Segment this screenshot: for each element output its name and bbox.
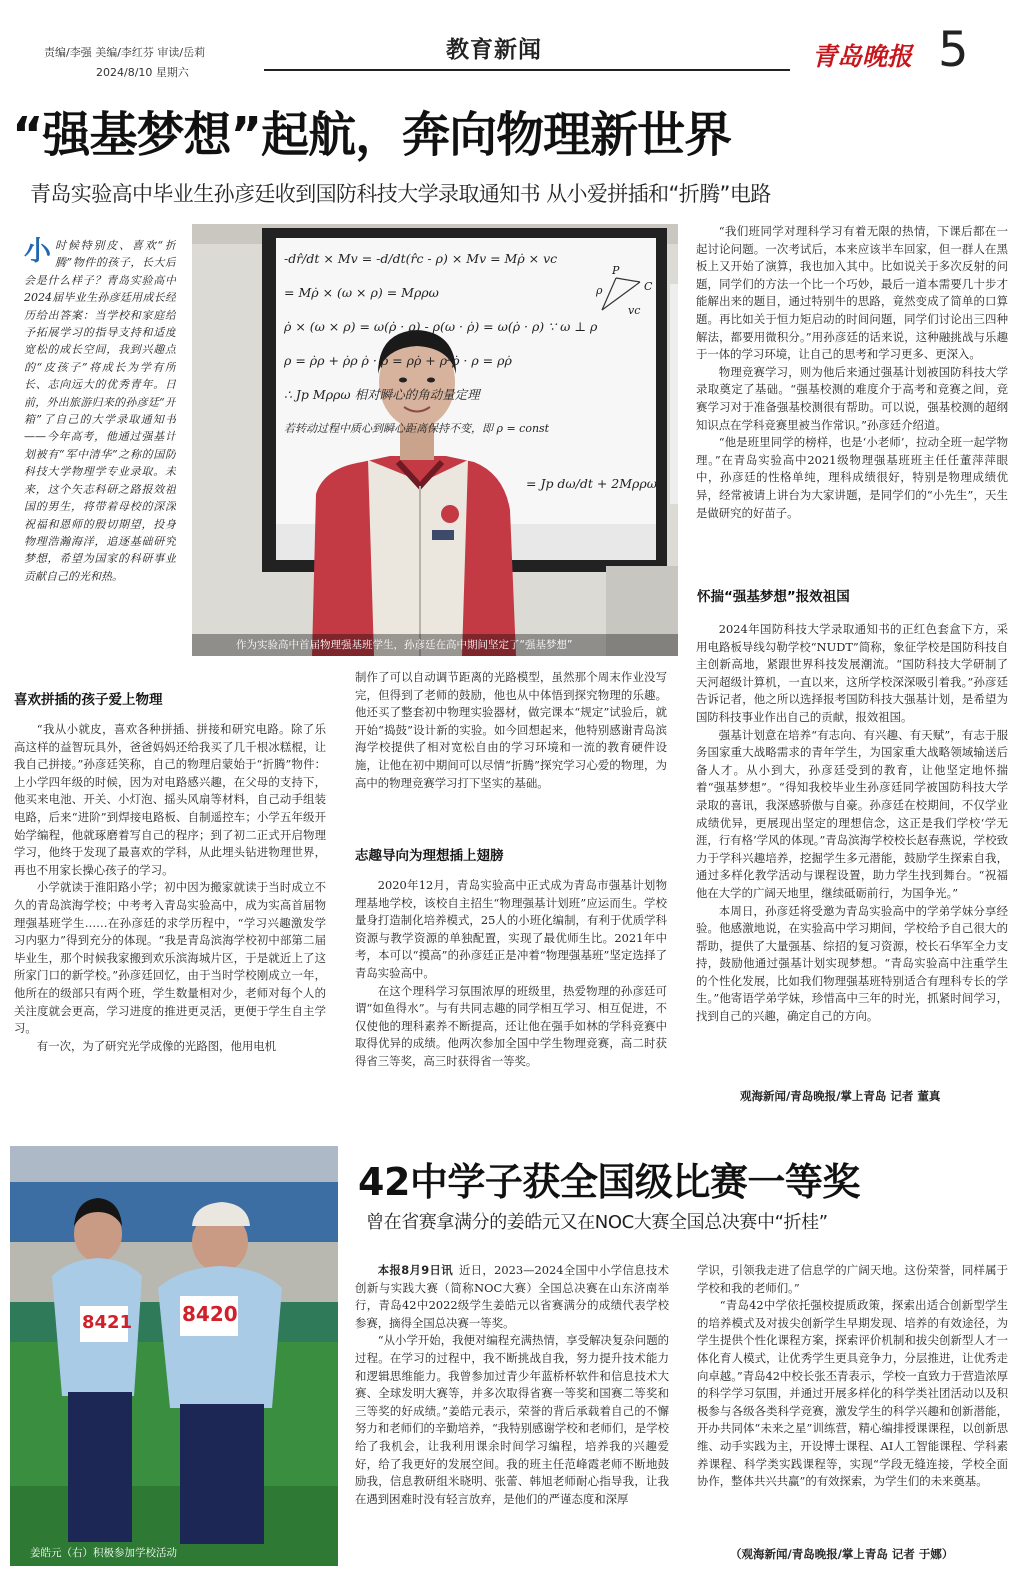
story1-lead — [24, 237, 176, 657]
paragraph: “我从小就皮，喜欢各种拼插、拼接和研究电路。除了乐高这样的益智玩具外，爸爸妈妈还给我买了几千根冰糕棍，让我自己拼接。”孙彦廷笑称，自己的物理启蒙始于“折腾”物件：上小学四年级的时候，因为对电路感兴趣，在父母的支持下，他买来电池、开关、小灯泡、摇头风扇等材料，自己动手组装电路，后来“进阶”到焊接电路板、自制遥控车；小学五年级开始学编程，他就琢磨着写自己的程序；到了初二正式开启物理学习，他终于发现了最喜欢的学科，从此埋头钻进物理世界，再也不用家长操心孩子的学习。 — [14, 722, 326, 877]
masthead-credits: 责编/李强 美编/李红芬 审读/岳莉 — [44, 46, 206, 59]
story2-column-right — [697, 1262, 1008, 1540]
story1-right-column-bottom — [696, 621, 1008, 1083]
equation-line: -dr̂/dt × Mv = -d/dt(r̂c - ρ) × Mv = Mρ̇ × vc — [284, 251, 558, 266]
story1-byline: 观海新闻/青岛晚报/掌上青岛 记者 董真 — [740, 1089, 941, 1103]
story2-column-left — [355, 1262, 669, 1566]
story2-dateline: 本报8月9日讯 — [377, 1263, 453, 1277]
paragraph: 强基计划意在培养“有志向、有兴趣、有天赋”，有志于服务国家重大战略需求的青年学生，为国家重大战略领域输送后备人才。从小到大，孙彦廷受到的教育，让他坚定地怀揣着“强基梦想”。“得知我校毕业生孙彦廷同学被国防科技大学录取的喜讯，我深感骄傲与自豪。孙彦廷在校期间，不仅学业成绩优异，更展现出坚定的理想信念，这正是我们学校‘学无涯，行有格’学风的体现。”青岛滨海学校校长赵春燕说，学校致力于学科兴趣培养，挖掘学生多元潜能，鼓励学生探索自我，通过多样化教学活动与课程设置，助力学生找到舞台。“祝福他在大学的广阔天地里，继续砥砺前行，为国争光。” — [696, 727, 1008, 900]
equation-line: = Mρ̇ × (ω × ρ) = Mρρω — [284, 285, 439, 300]
paragraph: 2024年国防科技大学录取通知书的正红色套盒下方，采用电路板导线勾勒学校“NUDT”简称，象征学校是国防科技自主创新高地，紧跟世界科技发展潮流。“国防科技大学研制了天河超级计算机，一直以来，这所学校深深吸引着我。”孙彦廷告诉记者，他之所以选择报考国防科技大强基计划，是希望为国防科技事业作出自己的贡献，报效祖国。 — [696, 622, 1008, 724]
story1-headline: “强基梦想”起航，奔向物理新世界 — [12, 107, 732, 163]
equation-line: ∴ Jp Mρρω 相对瞬心的角动量定理 — [284, 387, 480, 402]
diagram-label-vc: vc — [628, 304, 641, 317]
photo2-caption: 姜皓元（右）积极参加学校活动 — [30, 1547, 177, 1559]
paper-name-logo: 青岛晚报 — [812, 42, 913, 71]
lead-dropcap: 小 — [24, 237, 51, 267]
paragraph: 本周日，孙彦廷将受邀为青岛实验高中的学弟学妹分享经验。他感激地说，在实验高中学习期间，学校给予自己很大的帮助，提供了大量强基、综招的复习资源，校长石华军全力支持，鼓励他通过强基计划实现梦想。“青岛实验高中注重学生的个性化发展，比如我们物理强基班特别适合有理科专长的学生。”他寄语学弟学妹，珍惜高中三年的时光，抓紧时间学习，找到自己的兴趣，确定自己的方向。 — [696, 903, 1008, 1024]
paragraph: 有一次，为了研究光学成像的光路图，他用电机 — [36, 1038, 277, 1053]
story1-subheadline: 青岛实验高中毕业生孙彦廷收到国防科技大学录取通知书 从小爱拼插和“折腾”电路 — [30, 182, 771, 206]
paragraph: “他是班里同学的榜样，也是‘小老师’，拉动全班一起学物理。”在青岛实验高中2021级物理强基班班主任任董萍萍眼中，孙彦廷的性格单纯，理科成绩很好，特别是物理成绩优异，经常被请上讲台为大家讲题，是同学们的“小先生”，天生是做研究的好苗子。 — [696, 435, 1008, 520]
masthead-rule — [264, 69, 790, 71]
photo1-caption: 作为实验高中首届物理强基班学生，孙彦廷在高中期间坚定了“强基梦想” — [192, 634, 678, 656]
paragraph: “青岛42中学依托强校提质政策，探索出适合创新型学生的培养模式及对拔尖创新学生早期发现、培养的有效途径，为学生提供个性化课程方案，探索评价机制和拔尖创新型人才一体化育人模式，让优秀学生更具竞争力，分层推进，让优秀走向卓越。”青岛42中校长张丕青表示，学校一直致力于营造浓厚的科学学习氛围，并通过开展多样化的科学类社团活动以及积极参与各级各类科学竞赛，激发学生的科学兴趣和创新潜能，开办共同体“未来之星”训练营，精心编排授课课程，以创新思维、动手实践为主，开设博士课程、AI人工智能课程、学科素养课程、科学类实践课程等，实现“学段无缝连接，学校全面协作，整体共兴共赢”的有效探索，为学生们的未来奠基。 — [697, 1298, 1008, 1489]
blackboard-equations — [284, 242, 614, 446]
section2-title: 志趣导向为理想插上翅膀 — [355, 848, 504, 864]
story1-photo — [192, 224, 678, 656]
section3-title: 怀揣“强基梦想”报效祖国 — [697, 589, 850, 605]
equation-line: = Jp dω/dt + 2Mρρω — [526, 476, 657, 491]
paragraph — [355, 1262, 669, 1332]
paragraph: “从小学开始，我便对编程充满热情，享受解决复杂问题的过程。在学习的过程中，我不断挑战自我，努力提升技术能力和逻辑思维能力。我曾参加过青少年蓝桥杯软件和信息技术大赛、全球发明大赛等，并多次取得省赛一等奖和国赛二等奖和三等奖的好成绩。”姜皓元表示，荣誉的背后承载着自己的不懈努力和老师们的辛勤培养，“我特别感谢学校和老师们，是学校给了我机会，让我利用课余时间学习编程，培养我的兴趣爱好，给了我更好的发展空间。我的班主任范峰霞老师不断地鼓励我，信息教研组米晓明、张蕾、韩旭老师耐心指导我，让我在遇到困难时没有轻言放弃，是他们的严谨态度和深厚 — [355, 1333, 669, 1506]
story2-byline: （观海新闻/青岛晚报/掌上青岛 记者 于娜） — [730, 1547, 954, 1561]
paragraph: 在这个理科学习氛围浓厚的班级里，热爱物理的孙彦廷可谓“如鱼得水”。与有共同志趣的同学相互学习、相互促进，不仅使他的理科素养不断提高，还让他在强手如林的学科竞赛中取得优异的成绩。他两次参加全国中学生物理竞赛，高二时获得省三等奖，高三时获得省一等奖。 — [355, 983, 667, 1068]
story2-subheadline: 曾在省赛拿满分的姜皓元又在NOC大赛全国总决赛中“折桂” — [366, 1212, 828, 1233]
story1-left-column — [14, 721, 326, 1105]
paragraph: 2020年12月，青岛实验高中正式成为青岛市强基计划物理基地学校，该校自主招生“物理强基计划班”应运而生。学校量身打造制化培养模式，25人的小班化编制，有利于优质学科资源与教学资源的单独配置，实现了最优师生比。2021年中考，本可以“摸高”的孙彦廷正是冲着“物理强基班”坚定选择了青岛实验高中。 — [355, 878, 667, 980]
lead-text: 时候特别皮、喜欢“折腾”物件的孩子，长大后会是什么样子？青岛实验高中2024届毕业生孙彦廷用成长经历给出答案：当学校和家庭给予拓展学习的指导支持和适度宽松的成长空间，我到兴趣点的“皮孩子”将成长为学有所长、志向远大的优秀青年。日前，外出旅游归来的孙彦廷“开箱”了自己的大学录取通知书——今年高考，他通过强基计划被有“军中清华”之称的国防科技大学物理学专业录取。未来，这个矢志科研之路报效祖国的男生，将带着母校的深深祝福和恩师的殷切期望，投身物理浩瀚海洋，追逐基础研究梦想，希望为国家的科研事业贡献自己的光和热。 — [24, 239, 176, 583]
paragraph: 物理竞赛学习，则为他后来通过强基计划被国防科技大学录取奠定了基础。“强基校测的难度介于高考和竞赛之间，竞赛学习对于准备强基校测很有帮助。可以说，强基校测的超纲知识点在学科竞赛里被当作常识。”孙彦廷介绍道。 — [696, 364, 1008, 432]
masthead-date: 2024/8/10 星期六 — [96, 66, 189, 79]
equation-line: ρ = ρ̇ρ + ρ̇ρ ρ̇ · ρ = ρρ̇ + ρ²ρ̇ · ρ = ρρ̇ — [284, 353, 512, 368]
diagram-label-rho: ρ — [596, 284, 603, 297]
diagram-label-c: C — [644, 280, 653, 293]
masthead-section: 教育新闻 — [446, 37, 542, 63]
story2-headline: 42中学子获全国级比赛一等奖 — [358, 1160, 860, 1204]
paragraph: 学识，引领我走进了信息学的广阔天地。这份荣誉，同样属于学校和我的老师们。” — [697, 1263, 1008, 1295]
diagram-label-p: P — [612, 264, 620, 277]
section1-title: 喜欢拼插的孩子爱上物理 — [14, 692, 163, 708]
story1-middle-column-bottom — [355, 877, 667, 1105]
paragraph-text: 近日，2023—2024全国中小学信息技术创新与实践大赛（简称NOC大赛）全国总决赛在山东济南举行，青岛42中2022级学生姜皓元以省赛满分的成绩代表学校参赛，摘得全国总决赛一等奖。 — [355, 1263, 669, 1330]
page-number: 5 — [938, 22, 969, 78]
equation-line: 若转动过程中质心到瞬心距离保持不变，即 ρ = const — [284, 422, 550, 435]
photo2-scene — [10, 1146, 338, 1566]
paragraph: 制作了可以自动调节距离的光路模型，虽然那个周末作业没写完，但得到了老师的鼓励，他也从中体悟到探究物理的乐趣。他还买了整套初中物理实验器材，做完课本“规定”试验后，就开始“捣鼓”设计新的实验。如今回想起来，他特别感谢青岛滨海学校提供了相对宽松自由的学习环境和一流的教育硬件设施，让他在初中期间可以尽情“折腾”探究学习心爱的物理，为高中的物理竞赛学习打下坚实的基础。 — [355, 670, 667, 790]
story1-right-column-top — [696, 223, 1008, 575]
story2-photo — [10, 1146, 338, 1566]
paragraph: 小学就读于淮阳路小学；初中因为搬家就读于当时成立不久的青岛滨海学校；中考考入青岛实验高中，成为实高首届物理强基班学生……在孙彦廷的求学历程中，“学习兴趣激发学习内驱力”得到充分的体现。“我是青岛滨海学校初中部第二届毕业生，那个时候我家搬到欢乐滨海城片区，于是就近上了这所家门口的新学校。”孙彦廷回忆，由于当时学校刚成立一年，他所在的级部只有两个班，学生数量相对少，老师对每个人的关注度就会更高，学习进度的推进更灵活，更便于学生自主学习。 — [14, 880, 326, 1036]
bib-8420: 8420 — [182, 1302, 238, 1326]
bib-8421: 8421 — [82, 1312, 133, 1333]
equation-line: ρ̇ × (ω × ρ) = ω(ρ̇ · ρ) - ρ(ω · ρ̇) = ω(ρ̇ · ρ) ∵ ω ⊥ ρ — [284, 319, 598, 334]
paragraph: “我们班同学对理科学习有着无限的热情，下课后都在一起讨论问题。一次考试后，本来应该半车回家，但一群人在黑板上又开始了演算，我也加入其中。比如说关于多次反射的问题，同学们的方法一个比一个巧妙，最后一道本需要几十步才能解出来的题目，通过特别牛的思路，竟然变成了简单的口算题。再比如关于恒力矩启动的时间问题，同学们讨论出三四种解法，都要用微积分。”用孙彦廷的话来说，这种融挑战与乐趣于一体的学习环境，让自己的思考和学习更多、更深入。 — [696, 224, 1008, 362]
story1-middle-column-top — [355, 669, 667, 829]
